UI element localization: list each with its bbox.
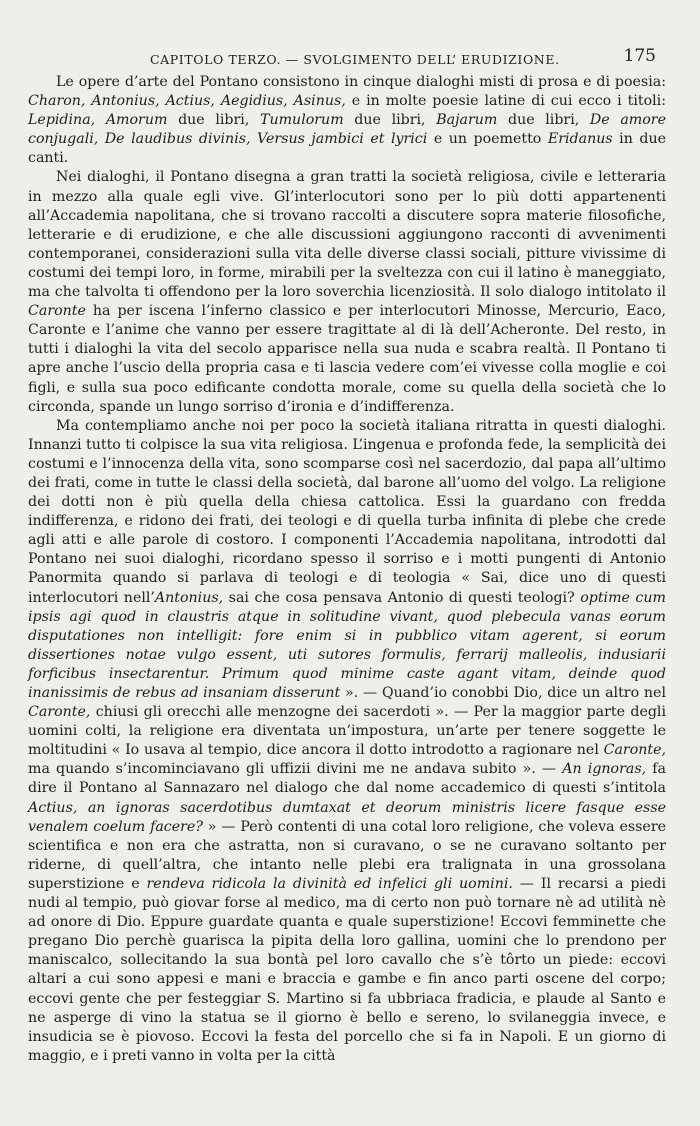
paragraph <box>28 417 666 1066</box>
italic-text-run: optime cum ipsis agi quod in claustris atque in solitudine vivant, quod plebecula vanas eorum disputationes non intelligit: fore enim si in pubblico vitam agerent, si eorum dissertiones notae vulgo essent, uti sutores formulis, ferrarij malleolis, indusiarii forficibus insectarentur. Primum quod minime caste agant vitam, deinde quod inanissimis de rebus ad insaniam disserunt <box>28 589 666 701</box>
text-run: due libri, <box>497 112 590 129</box>
text-run: chiusi gli orecchi alle menzogne dei sacerdoti ». — Per la maggior parte degli uomini colti, la religione era diventata un’impostura, un’arte per tenere soggette le moltitudini « Io usava al tempio, dice ancora il dotto introdotto a ragionare nel <box>28 704 666 759</box>
italic-text-run: Bajarum <box>436 112 498 129</box>
text-run: in due canti. <box>28 131 666 167</box>
text-run: Ma contempliamo anche noi per poco la società italiana ritratta in questi dialoghi. Innanzi tutto ti colpisce la sua vita religiosa. L’ingenua e profonda fede, la semplicità dei costumi e l’innocenza della vita, sono scomparse così nel sacerdozio, dal papa all’ultimo dei frati, come in tutte le classi della società, dal barone all’uomo del volgo. La religione dei dotti non è più quella della chiesa cattolica. Essi la guardano con fredda indifferenza, e ridono dei frati, dei teologi e di quella turba infinita di plebe che crede agli atti e alle parole di costoro. I componenti l’Accademia napolitana, introdotti dal Pontano nei suoi dialoghi, ricordano spesso il sorriso e i motti pungenti di Antonio Panormita quando si parlava di teologi e di teologia « Sai, dice uno di questi interlocutori nell’ <box>28 417 666 606</box>
italic-text-run: Caronte <box>28 303 86 320</box>
italic-text-run: Antonius, <box>154 589 224 606</box>
text-run: — Il recarsi a piedi nudi al tempio, può giovar forse al medico, ma di certo non può tornare nè ad utilità nè ad onore di Dio. Eppure guardate quanta e quale superstizione! Eccovi femminette che pregano Dio perchè guarisca la pipita della loro gallina, uomini che lo prendono per maniscalco, sollecitando la sua bontà pel loro cavallo che s’è tôrto un piede: eccovi altari a cui sono appesi e mani e braccia e gambe e fin anco parti oscene del corpo; eccovi gente che per festeggiar S. Martino si fa ubbriaca fradicia, e plaude al Santo e ne asperge di vino la statua se il giorno è bello e sereno, lo svilaneggia invece, e insudicia se è piovoso. Eccovi la festa del porcello che si fa in Napoli. E un giorno di maggio, e i preti vanno in volta per la città <box>28 875 667 1064</box>
italic-text-run: De amore conjugali, De laudibus divinis, Versus jambici et lyrici <box>28 112 666 148</box>
running-title: CAPITOLO TERZO. — SVOLGIMENTO DELL’ ERUDIZIONE. <box>150 52 560 67</box>
text-run: Nei dialoghi, il Pontano disegna a gran tratti la società religiosa, civile e letteraria in mezzo alla quale egli vive. Gl’interlocutori sono per lo più dotti appartenenti all’Accademia napolitana, che si trovano raccolti a discutere sopra materie filosofiche, letterarie e di erudizione, e che alle discussioni aggiungono racconti di avvenimenti contemporanei, considerazioni sulla vita delle diverse classi sociali, pitture vivissime di costumi dei tempi loro, in forme, mirabili per la sveltezza con cui il latino è maneggiato, ma che talvolta ti offendono per la loro soverchia licenziosità. Il solo dialogo intitolato il <box>28 169 666 301</box>
text-run: ma quando s’incominciavano gli uffizii divini me ne andava subito ». — <box>28 761 563 778</box>
italic-text-run: rendeva ridicola la divinità ed infelici gli uomini. <box>146 875 513 892</box>
page-header <box>0 46 700 70</box>
italic-text-run: An ignoras, <box>562 761 647 778</box>
italic-text-run: Charon, Antonius, Actius, Aegidius, Asinus, <box>28 93 346 110</box>
paragraph <box>28 168 666 416</box>
text-run: Le opere d’arte del Pontano consistono in cinque dialoghi misti di prosa e di poesia: <box>56 74 666 90</box>
text-run: sai che cosa pensava Antonio di questi teologi? <box>223 589 581 606</box>
italic-text-run: Caronte, <box>603 742 666 759</box>
text-run: ha per iscena l’inferno classico e per interlocutori Minosse, Mercurio, Eaco, Caronte e l’anime che vanno per essere tragittate al di là dell’Acheronte. Del resto, in tutti i dialoghi la vita del secolo apparisce nella sua nuda e scabra realtà. Il Pontano ti apre anche l’uscio della propria casa e ti lascia vedere com’ei vivesse colla moglie e coi figli, e sulla sua poco edificante condotta morale, come su quella della società che lo circonda, spande un lungo sorriso d’ironia e d’indifferenza. <box>28 303 666 415</box>
page-number: 175 <box>623 46 656 66</box>
italic-text-run: Caronte, <box>28 704 91 721</box>
text-run: due libri, <box>343 112 437 129</box>
text-run: ». — Quand’io conobbi Dio, dice un altro nel <box>340 685 666 701</box>
italic-text-run: Actius, an ignoras sacerdotibus dumtaxat et deorum ministris licere fasque esse venalem coelum facere? <box>28 799 666 835</box>
text-run: due libri, <box>167 112 260 129</box>
text-run: fa dire il Pontano al Sannazaro nel dialogo che dal nome accademico di questi s’intitola <box>28 761 666 797</box>
italic-text-run: Lepidina, Amorum <box>28 112 168 129</box>
italic-text-run: Tumulorum <box>260 112 344 129</box>
body-text <box>28 73 666 1066</box>
text-run: e in molte poesie latine di cui ecco i titoli: <box>345 93 666 110</box>
paragraph <box>28 73 666 168</box>
text-run: » — Però contenti di una cotal loro religione, che voleva essere scientifica e non era che astratta, non si curavano, o se ne curavano soltanto per riderne, di quell’altra, che intanto nelle plebi era tralignata in una grossolana superstizione e <box>28 818 666 892</box>
text-run: e un poemetto <box>427 131 548 148</box>
italic-text-run: Eridanus <box>547 131 613 148</box>
